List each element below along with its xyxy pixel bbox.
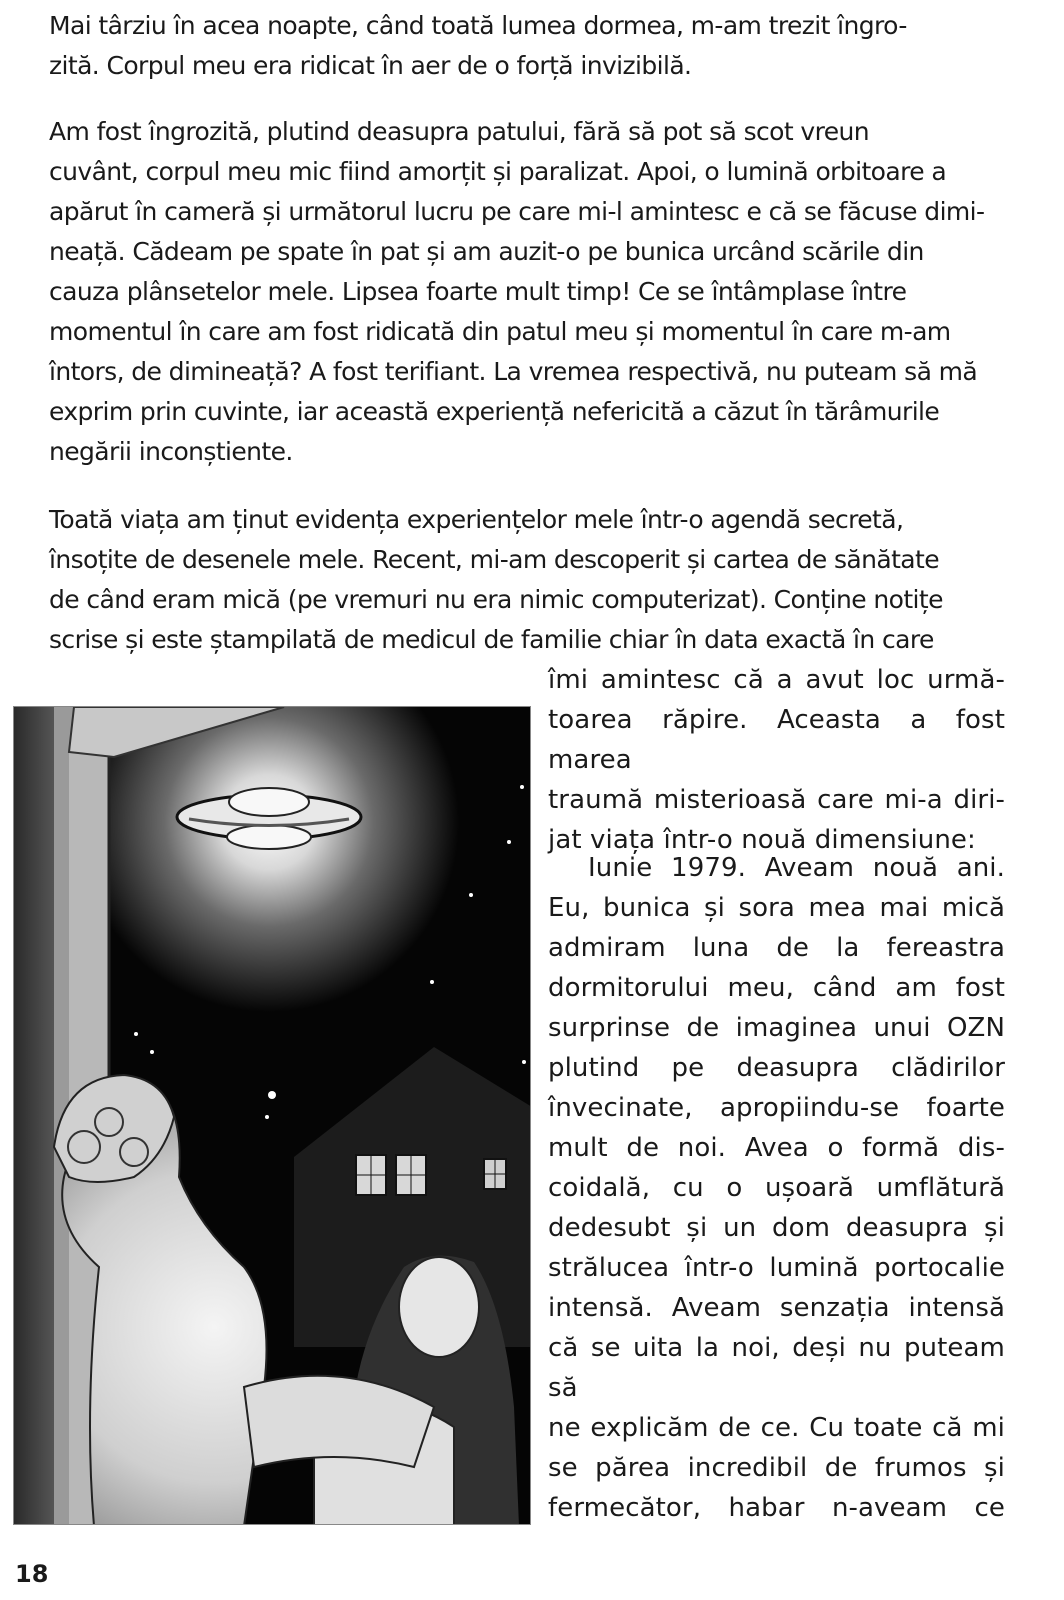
paragraph-1 — [13, 6, 1050, 86]
text-line: zită. Corpul meu era ridicat în aer de o forță invizibilă. — [49, 51, 692, 80]
text-line: Toată viața am ținut evidența experiențelor mele într-o agendă secretă, — [49, 505, 904, 534]
text-line: momentul în care am fost ridicată din patul meu și momentul în care m-am — [49, 317, 951, 346]
text-line: se părea incredibil de frumos și — [548, 1453, 1005, 1483]
text-line: că se uita la noi, deși nu puteam să — [548, 1333, 1005, 1403]
text-line: intensă. Aveam senzația intensă — [548, 1293, 1005, 1323]
text-line: îmi amintesc că a avut loc urmă- — [548, 665, 1005, 695]
text-line: Eu, bunica și sora mea mai mică — [548, 893, 1005, 923]
text-line: Iunie 1979. Aveam nouă ani. — [588, 853, 1005, 883]
text-line: surprinse de imaginea unui OZN — [548, 1013, 1005, 1043]
text-line: Mai târziu în acea noapte, când toată lumea dormea, m-am trezit îngro- — [49, 11, 907, 40]
text-line: dedesubt și un dom deasupra și — [548, 1213, 1005, 1243]
text-line: toarea răpire. Aceasta a fost marea — [548, 705, 1005, 775]
text-line: traumă misterioasă care mi-a diri- — [548, 785, 1005, 815]
page-number: 18 — [15, 1560, 49, 1588]
text-line: coidală, cu o ușoară umflătură — [548, 1173, 1005, 1203]
text-line: neață. Cădeam pe spate în pat și am auzit-o pe bunica urcând scările din — [49, 237, 924, 266]
paragraph-3 — [13, 500, 1050, 660]
text-line: exprim prin cuvinte, iar această experiență nefericită a căzut în tărâmurile — [49, 397, 940, 426]
text-line: apărut în cameră și următorul lucru pe care mi-l amintesc e că se făcuse dimi- — [49, 197, 985, 226]
text-line: jat viața într-o nouă dimensiune: — [548, 825, 976, 855]
paragraph-3-continued — [548, 660, 1005, 860]
paragraph-2 — [13, 112, 1050, 472]
text-line: admiram luna de la fereastra — [548, 933, 1005, 963]
text-line: plutind pe deasupra clădirilor — [548, 1053, 1005, 1083]
text-line: de când eram mică (pe vremuri nu era nimic computerizat). Conține notițe — [49, 585, 943, 614]
text-line: cuvânt, corpul meu mic fiind amorțit și paralizat. Apoi, o lumină orbitoare a — [49, 157, 947, 186]
text-line: întors, de dimineață? A fost terifiant. La vremea respectivă, nu puteam să mă — [49, 357, 978, 386]
text-line: ne explicăm de ce. Cu toate că mi — [548, 1413, 1005, 1443]
text-line: dormitorului meu, când am fost — [548, 973, 1005, 1003]
text-line: învecinate, apropiindu-se foarte — [548, 1093, 1005, 1123]
text-line: fermecător, habar n-aveam ce — [548, 1493, 1005, 1523]
text-line: însoțite de desenele mele. Recent, mi-am descoperit și cartea de sănătate — [49, 545, 939, 574]
text-line: cauza plânsetelor mele. Lipsea foarte mult timp! Ce se întâmplase între — [49, 277, 907, 306]
text-line: negării inconștiente. — [49, 437, 293, 466]
text-line: mult de noi. Avea o formă dis- — [548, 1133, 1005, 1163]
text-line: scrise și este ștampilată de medicul de familie chiar în data exactă în care — [49, 625, 934, 654]
window-wall — [14, 707, 54, 1525]
text-line: Am fost îngrozită, plutind deasupra patului, fără să pot să scot vreun — [49, 117, 870, 146]
ufo-illustration — [13, 706, 531, 1525]
paragraph-4 — [548, 848, 1005, 1528]
text-line: strălucea într-o lumină portocalie — [548, 1253, 1005, 1283]
